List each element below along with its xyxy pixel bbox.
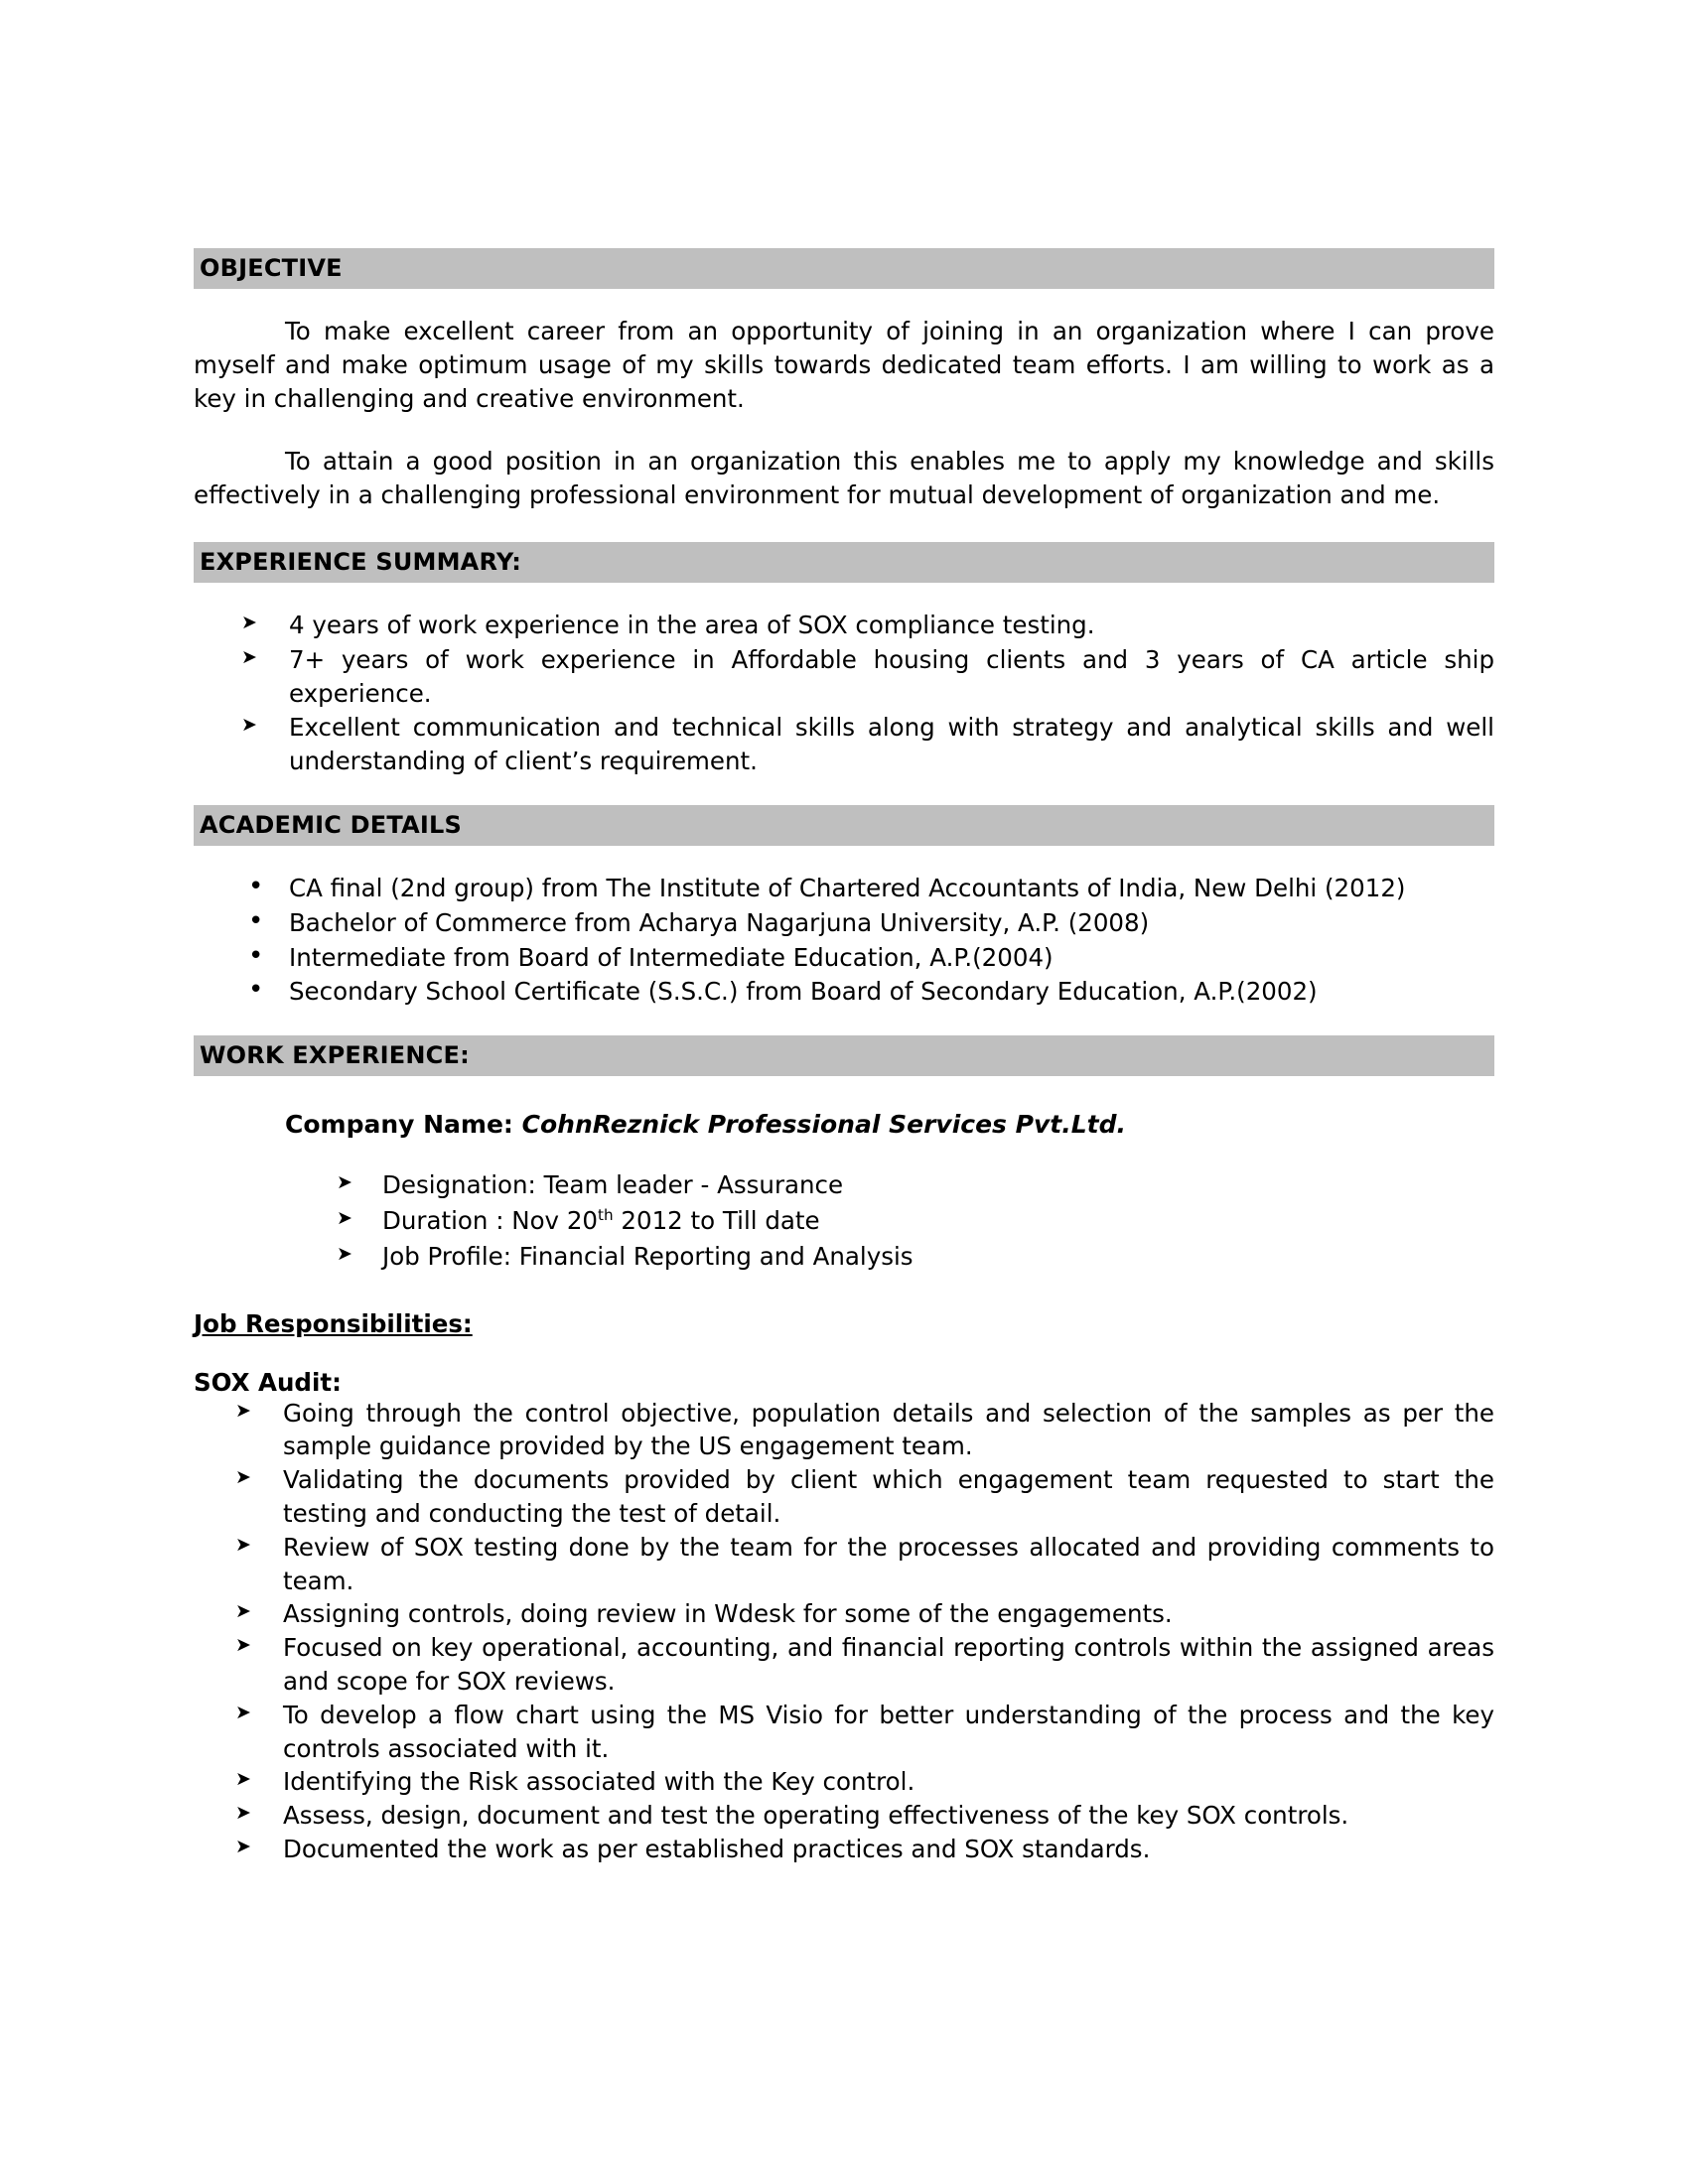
list-item: ➤ Focused on key operational, accounting, and financial reporting controls within the assigned areas and scope for SOX reviews.: [194, 1631, 1494, 1699]
list-item: • Bachelor of Commerce from Acharya Nagarjuna University, A.P. (2008): [194, 906, 1494, 940]
list-item: ➤ Validating the documents provided by client which engagement team requested to start the testing and conducting the test of detail.: [194, 1463, 1494, 1531]
sox-audit-heading: SOX Audit:: [194, 1367, 342, 1397]
section-header-academic-details: ACADEMIC DETAILS: [194, 805, 1494, 846]
duration-prefix: Duration : Nov 20: [382, 1205, 599, 1235]
objective-paragraph-1: To make excellent career from an opportunity of joining in an organization where I can prove myself and make optimum usage of my skills towards dedicated team efforts. I am willing to work as a key in challenging and creative environment.: [194, 317, 1494, 413]
duration-suffix: 2012 to Till date: [613, 1205, 820, 1235]
company-name-line: [194, 1110, 1494, 1139]
list-item: ➤ Excellent communication and technical skills along with strategy and analytical skills and well understanding of client’s requirement.: [194, 711, 1494, 778]
company-name: CohnReznick Professional Services Pvt.Ltd.: [521, 1110, 1126, 1140]
company-label: Company Name:: [285, 1110, 522, 1140]
sox-audit-list: [194, 1397, 1494, 1866]
list-item: ➤ Assigning controls, doing review in Wdesk for some of the engagements.: [194, 1597, 1494, 1631]
list-item: ➤ Assess, design, document and test the operating effectiveness of the key SOX controls.: [194, 1799, 1494, 1833]
spacer: [194, 779, 1494, 805]
list-item: ➤ Going through the control objective, population details and selection of the samples as per the sample guidance provided by the US engagement team.: [194, 1397, 1494, 1464]
work-experience-details-list: [194, 1168, 1494, 1273]
spacer: [194, 512, 1494, 542]
spacer: [194, 1338, 1494, 1368]
list-item-job-profile: ➤ Job Profile: Financial Reporting and Analysis: [194, 1240, 1494, 1274]
spacer: [194, 846, 1494, 872]
section-header-experience-summary: EXPERIENCE SUMMARY:: [194, 542, 1494, 583]
work-experience-heading-text: WORK EXPERIENCE: [200, 1041, 461, 1070]
spacer: [194, 1139, 1494, 1168]
academic-details-list: [194, 872, 1494, 1009]
spacer: [194, 289, 1494, 315]
work-experience-heading-suffix: :: [460, 1041, 470, 1070]
list-item: ➤ Identifying the Risk associated with the Key control.: [194, 1765, 1494, 1799]
list-item: ➤ 4 years of work experience in the area of SOX compliance testing.: [194, 609, 1494, 642]
list-item-designation: ➤ Designation: Team leader - Assurance: [194, 1168, 1494, 1202]
list-item-duration: [194, 1204, 1494, 1238]
list-item: • CA final (2nd group) from The Institute of Chartered Accountants of India, New Delhi (2012): [194, 872, 1494, 905]
objective-paragraph-2: To attain a good position in an organization this enables me to apply my knowledge and skills effectively in a challenging professional environment for mutual development of organization and me.: [194, 447, 1494, 510]
spacer: [194, 583, 1494, 609]
list-item: ➤ To develop a flow chart using the MS Visio for better understanding of the process and the key controls associated with it.: [194, 1699, 1494, 1766]
experience-summary-list: [194, 609, 1494, 778]
list-item: • Intermediate from Board of Intermediate Education, A.P.(2004): [194, 941, 1494, 975]
job-responsibilities-heading: Job Responsibilities:: [194, 1308, 473, 1338]
spacer: [194, 1076, 1494, 1110]
duration-ordinal-suffix: th: [598, 1205, 614, 1224]
section-header-objective: OBJECTIVE: [194, 248, 1494, 289]
list-item: • Secondary School Certificate (S.S.C.) from Board of Secondary Education, A.P.(2002): [194, 975, 1494, 1009]
spacer: [194, 1010, 1494, 1035]
list-item: ➤ 7+ years of work experience in Affordable housing clients and 3 years of CA article ship experience.: [194, 643, 1494, 711]
spacer: [194, 415, 1494, 445]
spacer: [194, 1276, 1494, 1309]
section-header-work-experience: [194, 1035, 1494, 1076]
list-item: ➤ Review of SOX testing done by the team for the processes allocated and providing comments to team.: [194, 1531, 1494, 1598]
list-item: ➤ Documented the work as per established practices and SOX standards.: [194, 1833, 1494, 1866]
